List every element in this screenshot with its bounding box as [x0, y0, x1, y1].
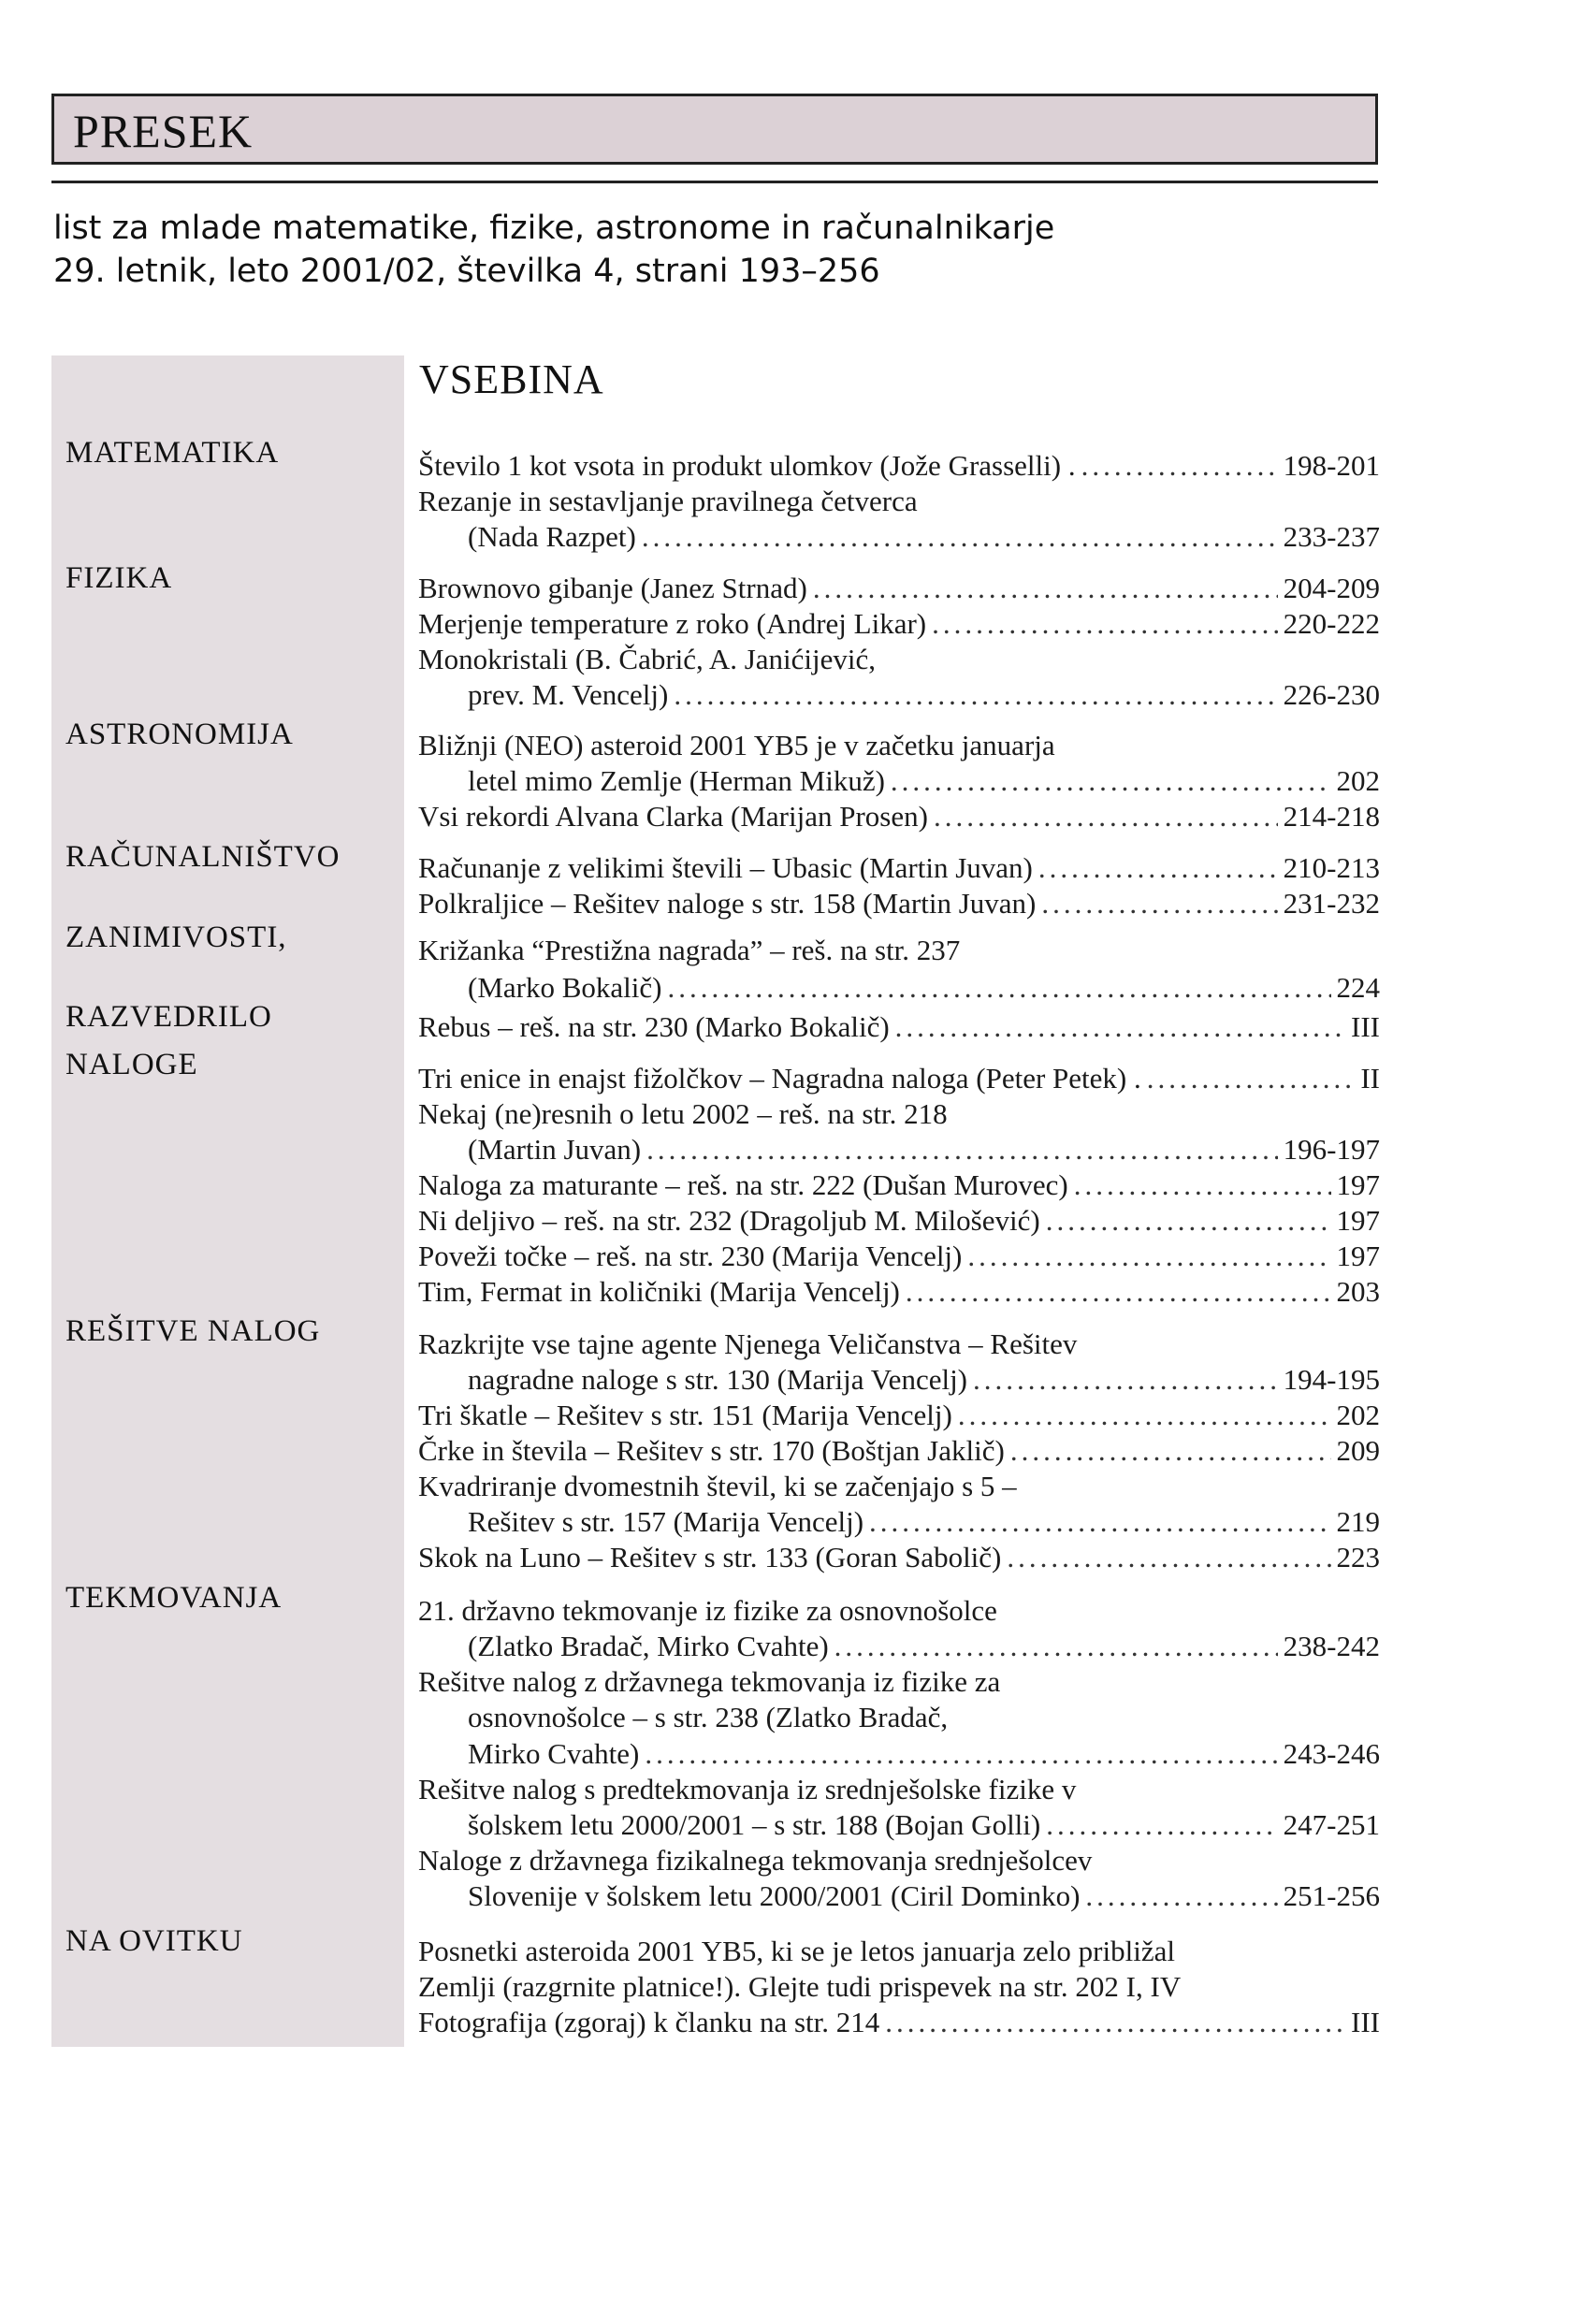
toc-entry [418, 1842, 1380, 1879]
toc-entry-page: 204-209 [1283, 572, 1380, 604]
toc-entry-text: Rezanje in sestavljanje pravilnega četverca [418, 485, 918, 517]
toc-entry-text: Tim, Fermat in količniki (Marija Vencelj) [418, 1275, 900, 1308]
toc-entry [418, 447, 1380, 485]
toc-entry [418, 1202, 1380, 1240]
toc-entry-text: Rešitev s str. 157 (Marija Vencelj) [468, 1505, 864, 1538]
toc-entry-page: 231-232 [1283, 887, 1380, 920]
toc-entry-text: osnovnošolce – s str. 238 (Zlatko Bradač, [468, 1701, 949, 1733]
toc-entry [418, 1095, 1380, 1133]
toc-entry [418, 1432, 1380, 1470]
toc-entry [418, 849, 1380, 887]
toc-entry [418, 885, 1380, 922]
leader-dots [674, 676, 1277, 714]
toc-entry-text: Zemlji (razgrnite platnice!). Glejte tudi prispevek na str. 202 I, IV [418, 1970, 1182, 2003]
toc-entry-text: Tri enice in enajst fižolčkov – Nagradna naloga (Peter Petek) . [418, 1062, 1141, 1095]
toc-entry-text: Tri škatle – Rešitev s str. 151 (Marija Vencelj) [418, 1399, 952, 1431]
toc-entry-page: 196-197 [1283, 1133, 1380, 1166]
toc-entry-continuation [468, 1503, 1380, 1541]
journal-subtitle: list za mlade matematike, fizike, astronome in računalnikarje [53, 210, 1055, 247]
section-label-racunalnistvo: RAČUNALNIŠTVO [65, 840, 341, 874]
toc-entry [418, 1167, 1380, 1204]
toc-entry-text: Vsi rekordi Alvana Clarka (Marijan Prosen) [418, 800, 928, 833]
toc-entry [418, 1771, 1380, 1808]
toc-entry-text: Razkrijte vse tajne agente Njenega Veličanstva – Rešitev [418, 1327, 1078, 1360]
toc-entry-continuation [468, 1131, 1380, 1168]
toc-entry-text: Polkraljice – Rešitev naloge s str. 158 (Martin Juvan) [418, 887, 1037, 920]
toc-entry-page: 214-218 [1283, 800, 1380, 833]
toc-entry-page: 194-195 [1283, 1363, 1380, 1396]
toc-entry-page: 247-251 [1283, 1808, 1380, 1841]
toc-entry [418, 1663, 1380, 1701]
section-sidebar [51, 355, 404, 2047]
leader-dots [958, 1397, 1331, 1434]
leader-dots [934, 798, 1278, 835]
toc-entry-page: 223 [1336, 1541, 1380, 1573]
leader-dots [1046, 1806, 1277, 1844]
toc-entry-text: Rešitve nalog z državnega tekmovanja iz fizike za [418, 1665, 1001, 1698]
toc-entry-text: letel mimo Zemlje (Herman Mikuž) [468, 764, 885, 797]
toc-entry-text: Slovenije v šolskem letu 2000/2001 (Ciril Dominko) [468, 1879, 1081, 1912]
toc-entry-text: Bližnji (NEO) asteroid 2001 YB5 je v začetku januarja [418, 729, 1055, 761]
toc-entry [418, 932, 1380, 969]
leader-dots [1081, 447, 1278, 485]
toc-entry-text: Rešitve nalog s predtekmovanja iz srednješolske fizike v [418, 1773, 1077, 1805]
toc-entry-page: 233-237 [1283, 520, 1380, 553]
toc-entry-page: 226-230 [1283, 678, 1380, 711]
leader-dots [834, 1628, 1278, 1665]
toc-entry-page: 210-213 [1283, 851, 1380, 884]
toc-entry [418, 1060, 1380, 1097]
toc-entry-text: (Nada Razpet) [468, 520, 636, 553]
leader-dots [813, 570, 1278, 607]
leader-dots [667, 969, 1330, 1007]
toc-entry-page: 251-256 [1283, 1879, 1380, 1912]
section-label-matematika: MATEMATIKA [65, 436, 280, 470]
toc-entry-text: Kvadriranje dvomestnih števil, ki se začenjajo s 5 – [418, 1470, 1017, 1502]
toc-entry-text: Naloge z državnega fizikalnega tekmovanja srednješolcev [418, 1844, 1093, 1877]
toc-entry [418, 1539, 1380, 1576]
toc-entry [418, 1968, 1380, 2006]
toc-entry-text: Fotografija (zgoraj) k članku na str. 214 [418, 2006, 880, 2038]
section-label-resitve-nalog: REŠITVE NALOG [65, 1314, 321, 1348]
toc-entry-continuation [468, 969, 1380, 1007]
toc-entry-continuation [468, 1628, 1380, 1665]
toc-entry [418, 727, 1380, 764]
leader-dots [1147, 1060, 1356, 1097]
leader-dots [895, 1008, 1345, 1046]
toc-entry-continuation [468, 676, 1380, 714]
toc-entry [418, 2004, 1380, 2041]
toc-entry [418, 570, 1380, 607]
leader-dots [645, 1735, 1277, 1773]
toc-entry-continuation [468, 1699, 1380, 1736]
journal-title: PRESEK [73, 105, 254, 157]
section-label-naloge: NALOGE [65, 1048, 198, 1081]
leader-dots [1074, 1167, 1331, 1204]
toc-entry [418, 1468, 1380, 1505]
toc-entry-text: Križanka “Prestižna nagrada” – reš. na str. 237 [418, 934, 961, 966]
toc-entry-text: (Zlatko Bradač, Mirko Cvahte) [468, 1630, 829, 1662]
journal-title-bar [51, 94, 1378, 165]
toc-entry-continuation [468, 1878, 1380, 1915]
section-label-tekmovanja: TEKMOVANJA [65, 1581, 283, 1615]
toc-entry-text: Rebus – reš. na str. 230 (Marko Bokalič) [418, 1010, 890, 1043]
section-label-fizika: FIZIKA [65, 561, 173, 595]
toc-entry-text: šolskem letu 2000/2001 – s str. 188 (Bojan Golli) [468, 1808, 1041, 1841]
toc-entry-page: 238-242 [1283, 1630, 1380, 1662]
toc-entry-continuation [468, 1361, 1380, 1399]
section-label-zanimivosti: ZANIMIVOSTI, [65, 921, 287, 954]
leader-dots [1010, 1432, 1331, 1470]
toc-entry-page: 202 [1336, 764, 1380, 797]
toc-entry-continuation [468, 1806, 1380, 1844]
leader-dots [967, 1238, 1330, 1275]
toc-entry-text: Število 1 kot vsota in produkt ulomkov (Jože Grasselli) . [418, 449, 1076, 482]
leader-dots [973, 1361, 1278, 1399]
toc-entry-page: 197 [1336, 1204, 1380, 1237]
toc-entry-text: Poveži točke – reš. na str. 230 (Marija Vencelj) [418, 1240, 963, 1272]
toc-entry [418, 1397, 1380, 1434]
toc-entry-text: Skok na Luno – Rešitev s str. 133 (Goran Sabolič) [418, 1541, 1002, 1573]
toc-entry-text: Naloga za maturante – reš. na str. 222 (Dušan Murovec) [418, 1168, 1068, 1201]
toc-entry-text: Brownovo gibanje (Janez Strnad) [418, 572, 807, 604]
section-label-astronomija: ASTRONOMIJA [65, 718, 294, 751]
toc-entry-text: prev. M. Vencelj) [468, 678, 669, 711]
leader-dots [932, 605, 1278, 643]
toc-entry [418, 1273, 1380, 1311]
toc-entry-page: 202 [1336, 1399, 1380, 1431]
toc-entry-text: Nekaj (ne)resnih o letu 2002 – reš. na str. 218 [418, 1097, 948, 1130]
leader-dots [1007, 1539, 1330, 1576]
toc-entry [418, 1238, 1380, 1275]
leader-dots [1041, 885, 1277, 922]
leader-dots [1038, 849, 1278, 887]
toc-entry-text: Računanje z velikimi števili – Ubasic (Martin Juvan) [418, 851, 1033, 884]
toc-entry-text: 21. državno tekmovanje iz fizike za osnovnošolce [418, 1594, 997, 1627]
leader-dots [869, 1503, 1330, 1541]
toc-entry-text: Ni deljivo – reš. na str. 232 (Dragoljub M. Milošević) [418, 1204, 1040, 1237]
toc-entry [418, 483, 1380, 520]
section-label-razvedrilo: RAZVEDRILO [65, 1000, 272, 1034]
toc-entry [418, 1933, 1380, 1970]
section-label-na-ovitku: NA OVITKU [65, 1924, 243, 1958]
toc-entry-continuation [468, 1735, 1380, 1773]
toc-entry-text: Črke in števila – Rešitev s str. 170 (Boštjan Jaklič) [418, 1434, 1005, 1467]
leader-dots [1085, 1878, 1277, 1915]
leader-dots [646, 1131, 1278, 1168]
toc-entry [418, 641, 1380, 678]
toc-entry-page: 203 [1336, 1275, 1380, 1308]
issue-info: 29. letnik, leto 2001/02, številka 4, strani 193–256 [53, 253, 880, 290]
toc-entry-page: 243-246 [1283, 1737, 1380, 1770]
toc-entry-page: 220-222 [1283, 607, 1380, 640]
toc-entry-page: 209 [1336, 1434, 1380, 1467]
toc-entry-text: Posnetki asteroida 2001 YB5, ki se je letos januarja zelo približal [418, 1935, 1175, 1967]
leader-dots [891, 762, 1331, 800]
toc-entry-continuation [468, 518, 1380, 556]
toc-entry-text: nagradne naloge s str. 130 (Marija Vencelj) [468, 1363, 968, 1396]
toc-entry [418, 605, 1380, 643]
toc-entry-text: (Martin Juvan) [468, 1133, 642, 1166]
toc-entry-continuation [468, 762, 1380, 800]
contents-heading: VSEBINA [419, 356, 604, 402]
toc-entry-text: Mirko Cvahte) [468, 1737, 640, 1770]
header-rule [51, 181, 1378, 183]
toc-entry-text: Monokristali (B. Čabrić, A. Janićijević, [418, 643, 877, 675]
toc-entry-page: III [1351, 1010, 1380, 1043]
leader-dots [642, 518, 1278, 556]
toc-entry [418, 1326, 1380, 1363]
toc-entry-page: 219 [1336, 1505, 1380, 1538]
toc-entry-page: 197 [1336, 1240, 1380, 1272]
toc-entry-page: II [1360, 1062, 1380, 1095]
leader-dots [906, 1273, 1331, 1311]
leader-dots [885, 2004, 1345, 2041]
leader-dots [1046, 1202, 1331, 1240]
toc-entry-text: (Marko Bokalič) [468, 971, 662, 1004]
toc-entry-page: 198-201 [1283, 449, 1380, 482]
toc-entry-page: 224 [1336, 971, 1380, 1004]
toc-entry [418, 1008, 1380, 1046]
toc-entry-page: 197 [1336, 1168, 1380, 1201]
toc-entry [418, 798, 1380, 835]
toc-entry-text: Merjenje temperature z roko (Andrej Likar) [418, 607, 927, 640]
toc-entry [418, 1592, 1380, 1630]
toc-entry-page: III [1351, 2006, 1380, 2038]
